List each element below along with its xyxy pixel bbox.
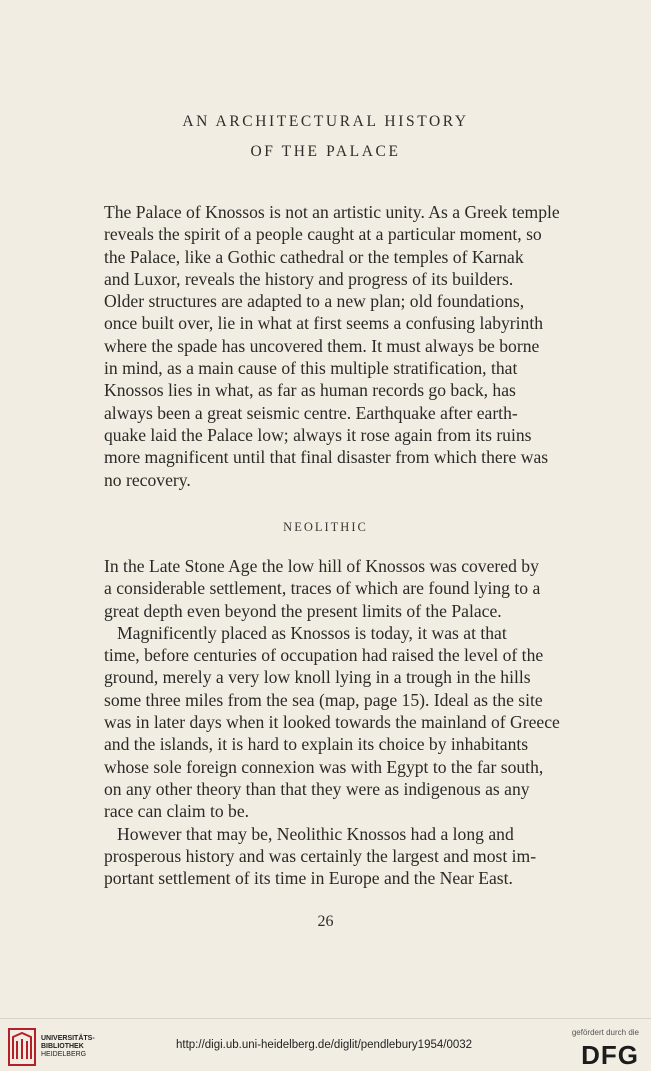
text-line: no recovery. <box>104 469 191 490</box>
page-number: 26 <box>317 913 334 930</box>
university-library-logo-icon <box>7 1027 37 1067</box>
text-line: Magnificently placed as Knossos is today, it was at that <box>117 622 507 643</box>
text-line: time, before centuries of occupation had raised the level of the <box>104 645 544 666</box>
text-line: some three miles from the sea (map, page 15). Ideal as the site <box>104 689 543 710</box>
text-line: In the Late Stone Age the low hill of Knossos was covered by <box>104 556 539 576</box>
footer-divider <box>0 1018 651 1019</box>
text-line: and the islands, it is hard to explain its choice by inhabitants <box>104 734 529 755</box>
text-line: once built over, lie in what at first seems a confusing labyrinth <box>104 313 544 334</box>
text-line: the Palace, like a Gothic cathedral or the temples of Karnak <box>104 246 524 267</box>
chapter-title-line-1: AN ARCHITECTURAL HISTORY <box>182 113 469 130</box>
text-line: The Palace of Knossos is not an artistic unity. As a Greek temple <box>104 202 560 222</box>
dfg-logo: DFG <box>581 1040 639 1070</box>
text-line: reveals the spirit of a people caught at a particular moment, so <box>104 224 542 245</box>
text-line: great depth even beyond the present limits of the Palace. <box>104 600 502 621</box>
text-line: more magnificent until that final disaster from which there was <box>104 447 549 468</box>
intro-paragraph <box>104 201 598 491</box>
text-line: Older structures are adapted to a new plan; old foundations, <box>104 291 525 312</box>
text-line: quake laid the Palace low; always it rose again from its ruins <box>104 424 532 445</box>
chapter-title-line-2: OF THE PALACE <box>250 143 401 160</box>
text-line: whose sole foreign connexion was with Egypt to the far south, <box>104 756 544 777</box>
text-line: was in later days when it looked towards the mainland of Greece <box>104 712 560 733</box>
text-line: race can claim to be. <box>104 801 250 822</box>
text-line: on any other theory than that they were as indigenous as any <box>104 778 530 799</box>
text-line: portant settlement of its time in Europe and the Near East. <box>104 868 513 889</box>
library-name <box>41 1035 95 1059</box>
section-heading-neolithic: NEOLITHIC <box>283 520 368 534</box>
funding-note: gefördert durch die <box>571 1028 639 1037</box>
text-line: where the spade has uncovered them. It must always be borne <box>104 335 540 356</box>
text-line: a considerable settlement, traces of which are found lying to a <box>104 578 541 599</box>
library-name-line-2: BIBLIOTHEK <box>41 1043 84 1050</box>
text-line: ground, merely a very low knoll lying in a trough in the hills <box>104 667 531 688</box>
text-line: However that may be, Neolithic Knossos had a long and <box>117 823 514 844</box>
text-line: and Luxor, reveals the history and progress of its builders. <box>104 268 514 289</box>
permalink-url[interactable]: http://digi.ub.uni-heidelberg.de/diglit/pendlebury1954/0032 <box>176 1039 473 1051</box>
text-line: prosperous history and was certainly the largest and most im- <box>104 845 537 866</box>
neolithic-section-text <box>104 555 598 889</box>
library-name-line-3: HEIDELBERG <box>41 1051 87 1058</box>
text-line: Knossos lies in what, as far as human records go back, has <box>104 380 516 401</box>
text-line: always been a great seismic centre. Earthquake after earth- <box>104 402 518 423</box>
text-line: in mind, as a main cause of this multiple stratification, that <box>104 358 518 379</box>
library-name-line-1: UNIVERSITÄTS- <box>41 1035 95 1042</box>
